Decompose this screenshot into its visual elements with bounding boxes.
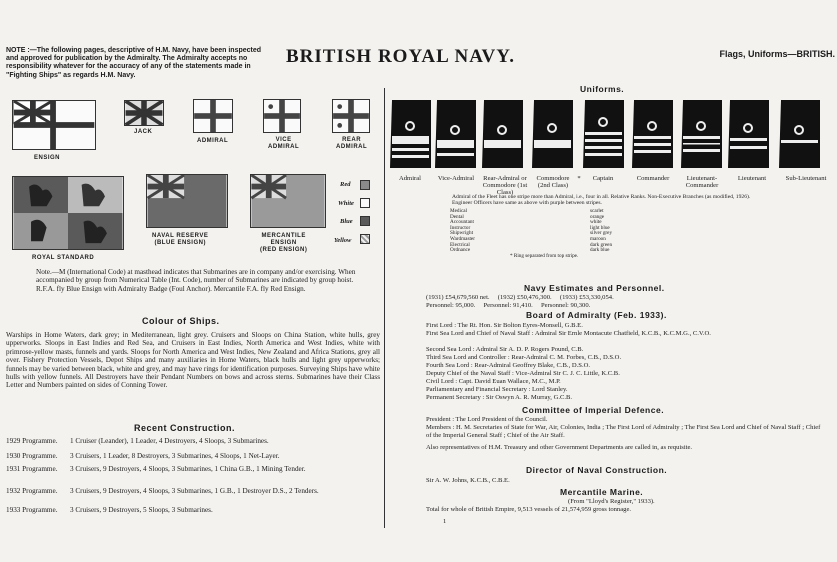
programme-1933 <box>6 506 376 514</box>
rank-admiral: Admiral <box>399 175 421 182</box>
board-first-lord: First Lord : The Rt. Hon. Sir Bolton Eyres-Monsell, G.B.E. <box>426 322 583 329</box>
board-second-sea-lord: Second Sea Lord : Admiral Sir A. D. P. Rogers Pound, C.B. <box>426 346 584 353</box>
defence-members: Members : H. M. Secretaries of State for War, Air, Colonies, India ; The First Lord of Admiralty ; The First Sea Lord and Chief of Naval Staff ; Chief of the Imperial General Staff ; Chief of the Air Staff. <box>426 424 821 439</box>
board-fourth-sea-lord: Fourth Sea Lord : Rear-Admiral Geoffrey Blake, C.B., D.S.O. <box>426 362 591 369</box>
legend-yellow-label: Yellow <box>334 237 352 244</box>
branch-colour: orange <box>590 213 605 220</box>
rear-admiral-label-line2: ADMIRAL <box>336 144 368 150</box>
defence-heading: Committee of Imperial Defence. <box>522 405 665 415</box>
rear-admiral-label <box>336 137 367 151</box>
colour-text: Warships in Home Waters, dark grey; in Mediterranean, light grey. Cruisers and Sloops on China Station, white hulls, grey upperworks. Sloops in East Indies and Red Sea, and Cruisers in East Indies, North America and West Indies, white with primrose-yellow masts, funnels and yards. Sloops for North America and West Indies, New Zealand and Africa Stations, grey all over. Fishery Protection Vessels, Depot Ships and many auxiliaries in Home Waters, black hulls and light grey upperworks; funnels may be varied between black, white and grey, and may have rings for identification purposes. Surveying Ships have white hulls with yellow funnels. All Destroyers have their Pendant Numbers on bows and across sterns. Submarines have their Class Letter and Numbers painted on sides of Conning Tower. <box>6 331 380 390</box>
column-divider <box>384 88 385 528</box>
branch-name: Dental <box>450 213 464 220</box>
programme-1931 <box>6 465 376 473</box>
legend-red-label: Red <box>340 181 351 188</box>
naval-reserve-label-line1: NAVAL RESERVE <box>152 233 209 239</box>
page-title: BRITISH ROYAL NAVY. <box>286 46 515 67</box>
director-heading: Director of Naval Construction. <box>526 465 668 475</box>
programme-1930 <box>6 452 376 460</box>
legend-blue-swatch <box>360 216 370 226</box>
ring-note: * Ring separated from top stripe. <box>510 252 579 259</box>
programme-year: 1933 Programme. <box>6 506 58 514</box>
board-civil-lord: Civil Lord : Capt. David Euan Wallace, M.C., M.P. <box>426 378 561 385</box>
programme-text: 3 Cruisers, 9 Destroyers, 5 Sloops, 3 Submarines. <box>70 506 213 514</box>
admiral-label: ADMIRAL <box>197 138 229 144</box>
legend-white-swatch <box>360 198 370 208</box>
programme-year: 1931 Programme. <box>6 465 58 473</box>
programme-1932 <box>6 487 376 495</box>
jack-flag <box>124 100 164 126</box>
rank-star: * <box>577 175 581 182</box>
board-deputy-chief: Deputy Chief of the Naval Staff : Vice-Admiral Sir C. J. C. Little, K.C.B. <box>426 370 620 377</box>
mercantile-ensign-flag <box>250 174 326 228</box>
sub-lieutenant-sleeve <box>779 100 820 168</box>
branch-colour: maroon <box>590 235 606 242</box>
admiralty-note: NOTE :—The following pages, descriptive of H.M. Navy, have been inspected and approved for publication by the Admiralty. The Admiralty accepts no responsibility whatever for the accuracy of any of the statements made in "Fighting Ships" as regards H.M. Navy. <box>6 47 262 79</box>
estimates-heading: Navy Estimates and Personnel. <box>524 283 665 293</box>
programme-year: 1932 Programme. <box>6 487 58 495</box>
legend-red-swatch <box>360 180 370 190</box>
branch-name: Wardmaster <box>450 235 475 242</box>
vice-admiral-label <box>268 137 299 151</box>
board-first-sea-lord: First Sea Lord and Chief of Naval Staff : Admiral Sir Ernle Montacute Chatfield, K.C.B., K.C.M.G., C.V.O. <box>426 330 711 337</box>
uniform-notes: Admiral of the Fleet has one stripe more than Admiral, i.e., four in all. Relative Ranks. Non-Executive Branches (as modified, 1926). Engineer Officers have same as above with purple between stripes. <box>452 194 751 207</box>
programme-year: 1930 Programme. <box>6 452 58 460</box>
branch-colour: silver grey <box>590 230 613 237</box>
vice-admiral-sleeve <box>435 100 476 168</box>
vice-admiral-flag <box>263 99 301 133</box>
flag-note: Note.—M (International Code) at masthead indicates that Submarines are in company and/or exercising. When accompanied by group from Numerical Table (Int. Code), number of Submarines are indicated by group hoist. R.F.A. fly Blue Ensign with Admiralty Badge (Foul Anchor). Mercantile F.A. fly Red Ensign. <box>36 268 356 293</box>
branch-colour: scarlet <box>590 208 604 214</box>
programme-text: 1 Cruiser (Leander), 1 Leader, 4 Destroyers, 4 Sloops, 3 Submarines. <box>70 437 269 445</box>
mercantile-ensign-label <box>260 233 307 254</box>
branch-name: Accountant <box>450 219 474 226</box>
mercantile-label-line2: ENSIGN <box>270 240 297 246</box>
commodore-sleeve <box>532 100 573 168</box>
naval-reserve-label-line2: (BLUE ENSIGN) <box>154 240 206 246</box>
branch-name: Ordnance <box>450 247 471 254</box>
captain-sleeve <box>583 100 624 168</box>
branch-name: Electrical <box>450 241 470 248</box>
legend-yellow-swatch <box>360 234 370 244</box>
estimates-line1: (1931) £54,679,560 net. (1932) £50,476,300. (1933) £53,330,054. <box>426 294 614 301</box>
colour-heading: Colour of Ships. <box>142 316 220 326</box>
programme-year: 1929 Programme. <box>6 437 58 445</box>
lieutenant-sleeve <box>728 100 769 168</box>
board-parliamentary-secretary: Parliamentary and Financial Secretary : Lord Stanley. <box>426 386 568 393</box>
admiral-flag <box>193 99 233 133</box>
rank-commander: Commander <box>636 175 670 182</box>
rear-admiral-label-line1: REAR <box>342 137 362 143</box>
mercantile-total: Total for whole of British Empire, 9,513 vessels of 21,574,959 gross tonnage. <box>426 506 632 513</box>
programme-text: 3 Cruisers, 9 Destroyers, 4 Sloops, 3 Submarines, 1 China G.B., 1 Mining Tender. <box>70 465 306 473</box>
ensign-flag <box>12 100 96 150</box>
rank-lieutenant: Lieutenant <box>737 175 767 182</box>
admiral-sleeve <box>390 100 431 168</box>
ensign-label: ENSIGN <box>34 155 61 161</box>
estimates-line2: Personnel: 95,000. Personnel: 91,410. Personnel: 90,300. <box>426 302 591 309</box>
branch-name: Shipwright <box>450 230 474 237</box>
rank-rear-admiral: Rear-Admiral or Commodore (1st Class) <box>482 175 528 196</box>
vice-admiral-label-line1: VICE <box>275 137 292 143</box>
royal-standard-label: ROYAL STANDARD <box>32 255 95 261</box>
rank-lieutenant-commander: Lieutenant-Commander <box>685 175 719 189</box>
programme-1929 <box>6 437 376 445</box>
board-permanent-secretary: Permanent Secretary : Sir Oswyn A. R. Murray, G.C.B. <box>426 394 573 401</box>
rank-commodore: Commodore (2nd Class) <box>536 175 570 189</box>
defence-president: President : The Lord President of the Council. <box>426 416 548 423</box>
naval-reserve-label <box>152 233 208 247</box>
construction-heading: Recent Construction. <box>134 423 236 433</box>
legend-blue-label: Blue <box>340 218 353 225</box>
branch-colour: dark blue <box>590 247 610 254</box>
section-title: Flags, Uniforms—BRITISH. <box>719 49 835 59</box>
lieutenant-commander-sleeve <box>681 100 722 168</box>
royal-standard-flag <box>12 176 124 250</box>
rank-vice-admiral: Vice-Admiral <box>437 175 475 182</box>
branch-colour: light blue <box>590 224 610 231</box>
rank-captain: Captain <box>592 175 614 182</box>
defence-also: Also representatives of H.M. Treasury and other Government Departments are called in, as requisite. <box>426 444 693 451</box>
legend-white-label: White <box>338 200 354 207</box>
rear-admiral-sleeve <box>482 100 523 168</box>
vice-admiral-label-line2: ADMIRAL <box>268 144 300 150</box>
board-heading: Board of Admiralty (Feb. 1933). <box>526 310 667 320</box>
rear-admiral-flag <box>332 99 370 133</box>
jack-label: JACK <box>134 129 153 135</box>
programme-text: 3 Cruisers, 9 Destroyers, 4 Sloops, 3 Submarines, 1 G.B., 1 Destroyer D.S., 2 Tenders. <box>70 487 319 495</box>
uniforms-heading: Uniforms. <box>580 84 625 94</box>
mercantile-label-line1: MERCANTILE <box>261 233 306 239</box>
board-third-sea-lord: Third Sea Lord and Controller : Rear-Admiral C. M. Forbes, C.B., D.S.O. <box>426 354 622 361</box>
mercantile-source: (From "Lloyd's Register," 1933). <box>568 498 655 505</box>
branch-colour: white <box>590 219 602 226</box>
branch-colours-table <box>450 209 612 259</box>
page-number: 1 <box>443 518 447 525</box>
director-name: Sir A. W. Johns, K.C.B., C.B.E. <box>426 477 510 484</box>
branch-colour: dark green <box>590 241 613 248</box>
programme-text: 3 Cruisers, 1 Leader, 8 Destroyers, 3 Submarines, 4 Sloops, 1 Net-Layer. <box>70 452 280 460</box>
branch-name: Medical <box>450 208 467 214</box>
mercantile-label-line3: (RED ENSIGN) <box>260 247 308 253</box>
commander-sleeve <box>632 100 673 168</box>
branch-name: Instructor <box>450 224 471 231</box>
naval-reserve-flag <box>146 174 228 228</box>
mercantile-heading: Mercantile Marine. <box>560 487 644 497</box>
rank-sub-lieutenant: Sub-Lieutenant <box>785 175 827 182</box>
